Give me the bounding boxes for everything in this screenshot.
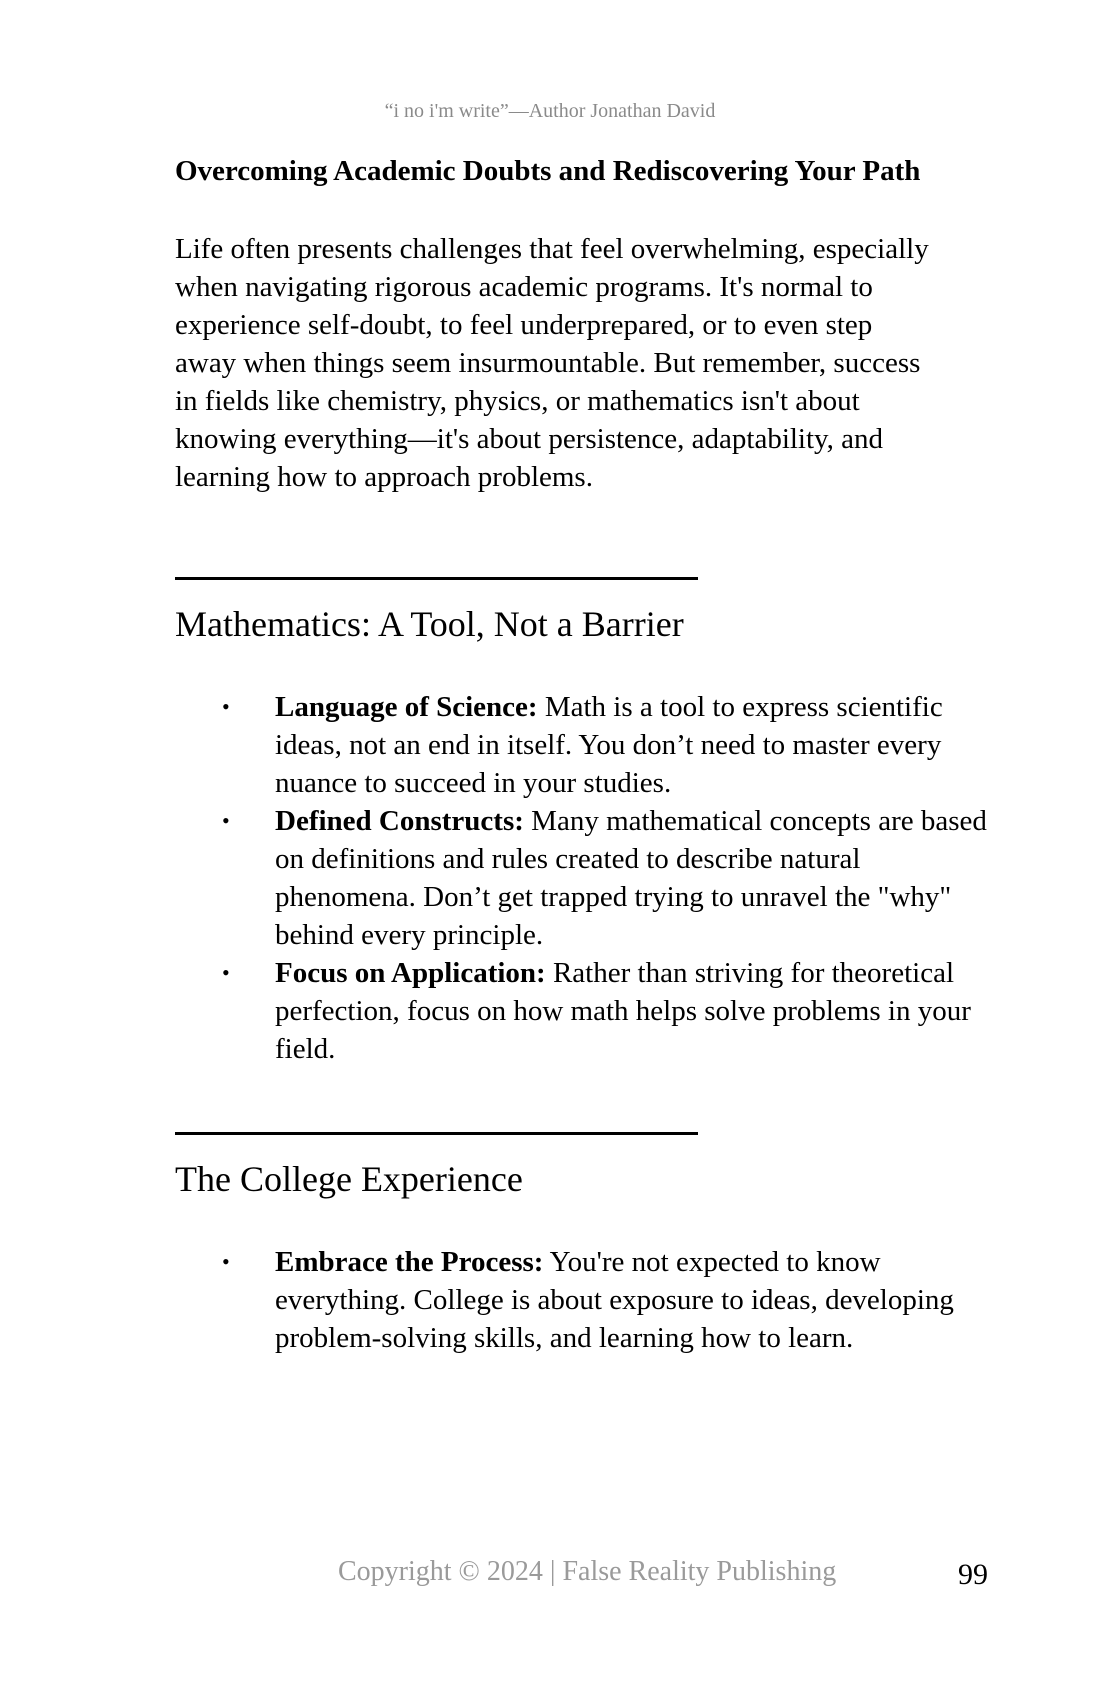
page-number: 99 bbox=[958, 1558, 988, 1591]
bullet-icon: • bbox=[222, 808, 230, 833]
bullet-list-mathematics bbox=[175, 688, 1005, 1068]
list-item bbox=[175, 688, 995, 802]
intro-paragraph: Life often presents challenges that feel overwhelming, especially when navigating rigorous academic programs. It's normal to experience self-doubt, to feel underprepared, or to even step away when things seem insurmountable. But remember, success in fields like chemistry, physics, or mathematics isn't about knowing everything—it's about persistence, adaptability, and learning how to approach problems. bbox=[175, 233, 929, 493]
bullet-icon: • bbox=[222, 694, 230, 719]
bullet-icon: • bbox=[222, 1249, 230, 1274]
list-item-text: Math is a tool to express scientific ideas, not an end in itself. You don’t need to master every nuance to succeed in your studies. bbox=[275, 691, 943, 799]
list-item-term: Language of Science: bbox=[275, 691, 538, 723]
list-item-text: You're not expected to know everything. College is about exposure to ideas, developing problem-solving skills, and learning how to learn. bbox=[275, 1246, 954, 1354]
list-item-term: Embrace the Process: bbox=[275, 1246, 544, 1278]
bullet-list-college bbox=[175, 1243, 1005, 1357]
section-divider bbox=[175, 1132, 698, 1135]
section-heading-mathematics: Mathematics: A Tool, Not a Barrier bbox=[175, 604, 684, 644]
list-item bbox=[175, 802, 995, 954]
list-item-term: Focus on Application: bbox=[275, 957, 546, 989]
page-content bbox=[175, 152, 1005, 1357]
running-header: “i no i'm write”—Author Jonathan David bbox=[384, 100, 716, 122]
section-heading-college: The College Experience bbox=[175, 1159, 523, 1199]
list-item-term: Defined Constructs: bbox=[275, 805, 524, 837]
section-divider bbox=[175, 577, 698, 580]
list-item bbox=[175, 1243, 995, 1357]
list-item-text: Rather than striving for theoretical perfection, focus on how math helps solve problems in your field. bbox=[275, 957, 971, 1065]
bullet-icon: • bbox=[222, 960, 230, 985]
chapter-title: Overcoming Academic Doubts and Rediscovering Your Path bbox=[175, 155, 921, 187]
list-item bbox=[175, 954, 995, 1068]
footer-copyright: Copyright © 2024 | False Reality Publishing bbox=[338, 1556, 837, 1587]
list-item-text: Many mathematical concepts are based on definitions and rules created to describe natural phenomena. Don’t get trapped trying to unravel the "why" behind every principle. bbox=[275, 805, 987, 951]
